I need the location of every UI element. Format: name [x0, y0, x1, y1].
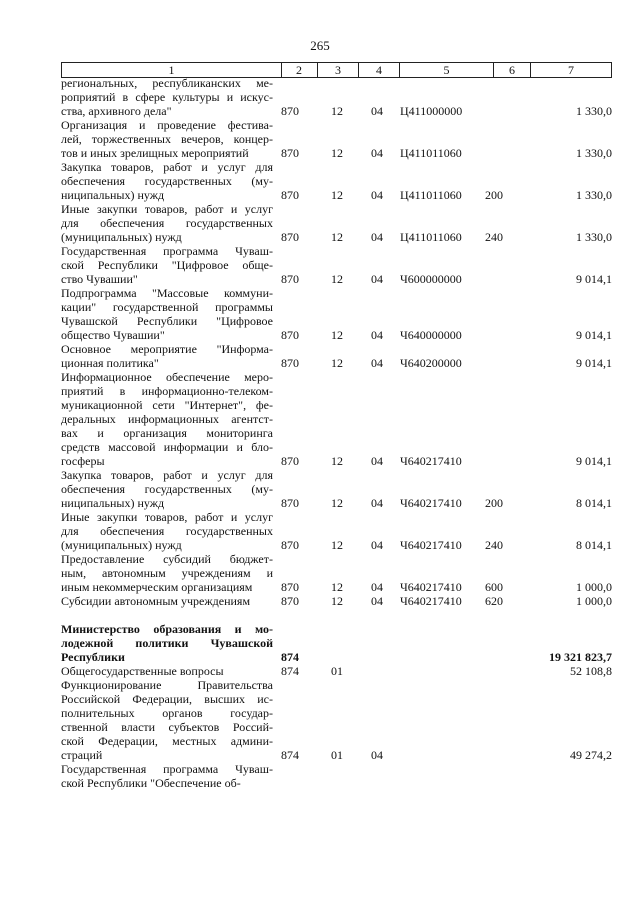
row-description: [61, 594, 273, 608]
row-spacer: [61, 608, 612, 622]
header-col-3: 3: [318, 63, 359, 77]
description-line: ство Чувашии": [61, 272, 138, 286]
target-article-code: Ц411011060: [400, 146, 462, 160]
description-line: средств массовой информации и бло-: [61, 440, 273, 454]
ministry-code: 870: [281, 230, 299, 244]
row-description: [61, 664, 273, 678]
row-description: [61, 762, 273, 790]
amount: 1 000,0: [576, 580, 612, 594]
amount: 49 274,2: [570, 748, 612, 762]
row-description: [61, 622, 273, 664]
description-line: вах и организация мониторинга: [61, 426, 273, 440]
target-article-code: Ч640217410: [400, 496, 462, 510]
ministry-code: 870: [281, 496, 299, 510]
description-line: ственной власти субъектов Россий-: [61, 720, 273, 734]
amount: 52 108,8: [570, 664, 612, 678]
description-line: ской Республики "Обеспечение об-: [61, 776, 241, 790]
description-line: Организация и проведение фестива-: [61, 118, 273, 132]
subsection-code: 04: [371, 272, 383, 286]
target-article-code: Ч600000000: [400, 272, 462, 286]
table-row: [61, 468, 612, 510]
amount: 8 014,1: [576, 538, 612, 552]
ministry-code: 870: [281, 538, 299, 552]
ministry-code: 870: [281, 594, 299, 608]
ministry-code: 874: [281, 748, 299, 762]
table-row: [61, 510, 612, 552]
row-description: [61, 342, 273, 370]
subsection-code: 04: [371, 496, 383, 510]
table-row: [61, 370, 612, 468]
description-line: полнительных органов государ-: [61, 706, 273, 720]
description-line: Закупка товаров, работ и услуг для: [61, 160, 273, 174]
description-line: лодежной политики Чувашской: [61, 636, 273, 650]
description-line: Иные закупки товаров, работ и услуг: [61, 202, 273, 216]
table-row: [61, 622, 612, 664]
ministry-code: 870: [281, 454, 299, 468]
description-line: общество Чувашии": [61, 328, 165, 342]
description-line: тов и иных зрелищных мероприятий: [61, 146, 249, 160]
section-code: 12: [331, 104, 343, 118]
subsection-code: 04: [371, 188, 383, 202]
subsection-code: 04: [371, 594, 383, 608]
subsection-code: 04: [371, 104, 383, 118]
ministry-code: 870: [281, 580, 299, 594]
amount: 1 330,0: [576, 146, 612, 160]
table-row: [61, 762, 612, 790]
ministry-code: 870: [281, 328, 299, 342]
amount: 1 330,0: [576, 230, 612, 244]
description-line: Общегосударственные вопросы: [61, 664, 224, 678]
section-code: 12: [331, 146, 343, 160]
ministry-code: 874: [281, 650, 299, 664]
page-number: 265: [310, 38, 330, 53]
header-col-4: 4: [359, 63, 400, 77]
description-line: деральных информационных агентст-: [61, 412, 273, 426]
expense-type-code: 240: [485, 538, 503, 552]
description-line: Государственная программа Чуваш-: [61, 762, 273, 776]
amount: 1 000,0: [576, 594, 612, 608]
description-line: (муниципальных) нужд: [61, 230, 182, 244]
row-description: [61, 244, 273, 286]
description-line: Иные закупки товаров, работ и услуг: [61, 510, 273, 524]
description-line: для обеспечения государственных: [61, 524, 273, 538]
description-line: Субсидии автономным учреждениям: [61, 594, 251, 608]
target-article-code: Ц411011060: [400, 188, 462, 202]
description-line: ным, автономным учреждениям и: [61, 566, 273, 580]
description-line: (муниципальных) нужд: [61, 538, 182, 552]
table-row: [61, 594, 612, 608]
amount: 8 014,1: [576, 496, 612, 510]
section-code: 01: [331, 748, 343, 762]
description-line: обеспечения государственных (му-: [61, 174, 273, 188]
table-row: [61, 342, 612, 370]
row-description: [61, 160, 273, 202]
table-row: [61, 678, 612, 762]
amount: 1 330,0: [576, 104, 612, 118]
description-line: Основное мероприятие "Информа-: [61, 342, 273, 356]
header-col-6: 6: [494, 63, 531, 77]
table-row: [61, 552, 612, 594]
description-line: страций: [61, 748, 103, 762]
section-code: 12: [331, 188, 343, 202]
row-description: [61, 286, 273, 342]
ministry-code: 870: [281, 356, 299, 370]
target-article-code: Ц411000000: [400, 104, 463, 118]
amount: 9 014,1: [576, 272, 612, 286]
row-description: [61, 468, 273, 510]
description-line: Информационное обеспечение меро-: [61, 370, 273, 384]
description-line: роприятий в сфере культуры и искус-: [61, 90, 273, 104]
description-line: кации" государственной программы: [61, 300, 273, 314]
subsection-code: 04: [371, 230, 383, 244]
description-line: для обеспечения государственных: [61, 216, 273, 230]
amount: 9 014,1: [576, 356, 612, 370]
amount: 9 014,1: [576, 454, 612, 468]
subsection-code: 04: [371, 580, 383, 594]
description-line: ционная политика": [61, 356, 159, 370]
section-code: 12: [331, 496, 343, 510]
amount: 19 321 823,7: [549, 650, 612, 664]
description-line: ства, архивного дела": [61, 104, 172, 118]
description-line: регионалъных, республиканских ме-: [61, 76, 273, 90]
amount: 9 014,1: [576, 328, 612, 342]
expense-type-code: 200: [485, 496, 503, 510]
expense-type-code: 620: [485, 594, 503, 608]
ministry-code: 874: [281, 664, 299, 678]
section-code: 12: [331, 230, 343, 244]
section-code: 12: [331, 538, 343, 552]
subsection-code: 04: [371, 356, 383, 370]
target-article-code: Ц411011060: [400, 230, 462, 244]
description-line: Российской Федерации, высших ис-: [61, 692, 273, 706]
target-article-code: Ч640000000: [400, 328, 462, 342]
description-line: ской Федерации, местных админи-: [61, 734, 273, 748]
target-article-code: Ч640217410: [400, 538, 462, 552]
row-description: [61, 118, 273, 160]
subsection-code: 04: [371, 454, 383, 468]
table-row: [61, 244, 612, 286]
description-line: ниципальных) нужд: [61, 188, 165, 202]
section-code: 12: [331, 454, 343, 468]
subsection-code: 04: [371, 748, 383, 762]
row-description: [61, 370, 273, 468]
target-article-code: Ч640217410: [400, 580, 462, 594]
budget-table-body: [61, 76, 612, 790]
description-line: Государственная программа Чуваш-: [61, 244, 273, 258]
table-row: [61, 202, 612, 244]
ministry-code: 870: [281, 146, 299, 160]
ministry-code: 870: [281, 272, 299, 286]
description-line: иным некоммерческим организациям: [61, 580, 253, 594]
description-line: Республики: [61, 650, 125, 664]
description-line: Предоставление субсидий бюджет-: [61, 552, 273, 566]
ministry-code: 870: [281, 188, 299, 202]
header-col-1: 1: [61, 63, 282, 77]
subsection-code: 04: [371, 538, 383, 552]
row-description: [61, 552, 273, 594]
description-line: обеспечения государственных (му-: [61, 482, 273, 496]
description-line: лей, торжественных вечеров, концер-: [61, 132, 273, 146]
expense-type-code: 240: [485, 230, 503, 244]
section-code: 12: [331, 580, 343, 594]
section-code: 01: [331, 664, 343, 678]
target-article-code: Ч640200000: [400, 356, 462, 370]
ministry-code: 870: [281, 104, 299, 118]
description-line: муникационной сети "Интернет", фе-: [61, 398, 273, 412]
section-code: 12: [331, 328, 343, 342]
target-article-code: Ч640217410: [400, 454, 462, 468]
description-line: Подпрограмма "Массовые коммуни-: [61, 286, 273, 300]
row-description: [61, 76, 273, 118]
table-row: [61, 286, 612, 342]
description-line: приятий в информационно-телеком-: [61, 384, 273, 398]
description-line: ниципальных) нужд: [61, 496, 165, 510]
row-description: [61, 510, 273, 552]
expense-type-code: 600: [485, 580, 503, 594]
header-col-7: 7: [531, 63, 612, 77]
target-article-code: Ч640217410: [400, 594, 462, 608]
description-line: Чувашской Республики "Цифровое: [61, 314, 273, 328]
header-col-2: 2: [281, 63, 318, 77]
subsection-code: 04: [371, 328, 383, 342]
description-line: госферы: [61, 454, 105, 468]
subsection-code: 04: [371, 146, 383, 160]
row-description: [61, 202, 273, 244]
table-row: [61, 76, 612, 118]
expense-type-code: 200: [485, 188, 503, 202]
section-code: 12: [331, 356, 343, 370]
section-code: 12: [331, 272, 343, 286]
amount: 1 330,0: [576, 188, 612, 202]
table-row: [61, 160, 612, 202]
header-col-5: 5: [400, 63, 494, 77]
row-description: [61, 678, 273, 762]
description-line: Министерство образования и мо-: [61, 622, 273, 636]
table-row: [61, 664, 612, 678]
description-line: Закупка товаров, работ и услуг для: [61, 468, 273, 482]
description-line: ской Республики "Цифровое обще-: [61, 258, 273, 272]
description-line: Функционирование Правительства: [61, 678, 273, 692]
section-code: 12: [331, 594, 343, 608]
table-row: [61, 118, 612, 160]
